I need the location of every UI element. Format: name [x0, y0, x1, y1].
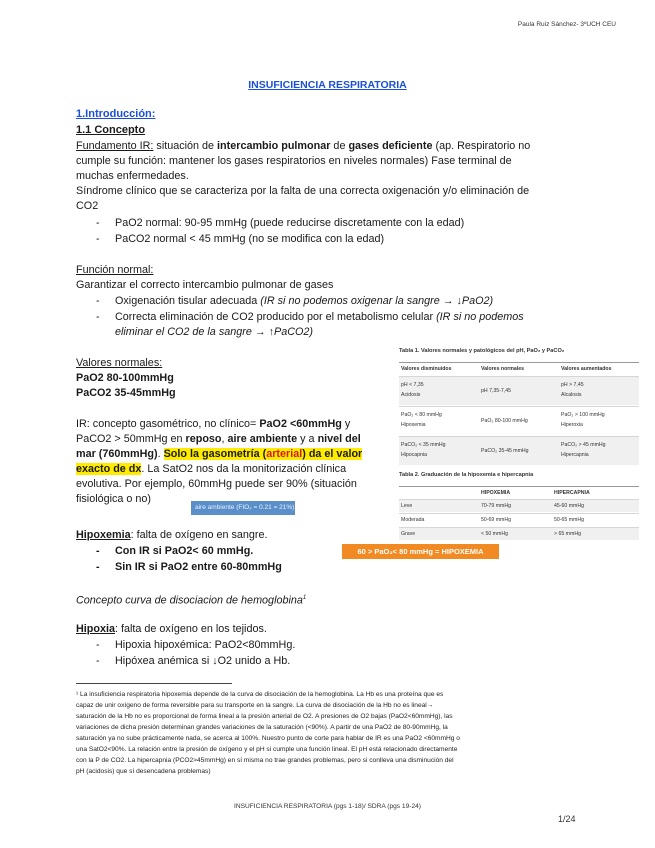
table-cell: Moderada — [401, 517, 425, 523]
ir-highlight-red: arterial — [266, 448, 303, 460]
list-item-con-ir: - Con IR si PaO2< 60 mmHg. — [96, 545, 254, 557]
sindrome-line-1: Síndrome clínico que se caracteriza por la falta de una correcta oxigenación y/o eliminación de — [76, 185, 530, 197]
page-title: INSUFICIENCIA RESPIRATORIA — [248, 79, 407, 91]
table-cell: PaO₂ < 80 mmHg — [401, 412, 442, 418]
hipoxia-line — [76, 622, 576, 637]
table-cell: PaCO₂ < 35 mmHg — [401, 442, 446, 448]
footnote-line: una SatO2<90%. La relación entre la presión de oxígeno y el pH si cumple una función lineal. El pH está relacionado directamente — [76, 746, 458, 753]
sindrome-line-2: CO2 — [76, 200, 99, 212]
ir-highlight-text: ) da el valor — [302, 448, 363, 460]
list-item-hipoxia-hipoxemica: - Hipoxia hipoxémica: PaO2<80mmHg. — [96, 639, 296, 651]
fundamento-line-3: muchas enfermedades. — [76, 170, 189, 182]
table-cell: Hipocapnia — [401, 452, 427, 458]
subsection-heading-concepto: 1.1 Concepto — [76, 124, 146, 136]
valores-normales-label: Valores normales: — [76, 357, 163, 369]
footnote-line: pH (acidosis) que sí desencadena problemas) — [76, 768, 211, 775]
footnote-line: capaz de unir oxígeno de forma reversible para su transporte en la sangre. La curva de disociación de la Hb no es lineal→ — [76, 702, 434, 709]
footnote-ref: 1 — [302, 595, 307, 601]
ir-text: . — [157, 448, 164, 460]
list-item-text: PaCO2 normal < 45 mmHg (no se modifica con la edad) — [115, 233, 385, 245]
list-item-text: Oxigenación tisular adecuada — [115, 295, 261, 307]
list-item-oxigenacion: - Oxigenación tisular adecuada (IR si no podemos oxigenar la sangre → ↓PaO2) — [96, 295, 494, 307]
fundamento-bold-intercambio: intercambio pulmonar — [217, 140, 331, 152]
funcion-normal-block — [76, 263, 576, 293]
list-item-sin-ir: - Sin IR si PaO2 entre 60-80mmHg — [96, 561, 282, 573]
table-cell: 45-60 mmHg — [554, 503, 584, 509]
ir-highlight — [164, 448, 363, 460]
table-cell: PaCO₂ 35-45 mmHg — [481, 448, 529, 454]
table-header-cell: Valores normales — [481, 366, 524, 372]
sindrome-paragraph — [76, 184, 576, 214]
ir-bold: mar (760mmHg) — [76, 448, 158, 460]
ir-highlight-dx: exacto de dx — [76, 463, 142, 475]
table-header-cell: HIPERCAPNIA — [554, 490, 590, 496]
table-row — [399, 513, 639, 526]
table-header-cell: Valores disminuidos — [401, 366, 452, 372]
footnote-divider — [76, 683, 232, 684]
table-row — [399, 486, 639, 498]
table-cell: pH < 7,35 — [401, 382, 424, 388]
page-number: 1/24 — [558, 814, 576, 824]
table-cell: Grave — [401, 531, 416, 537]
table-cell: Alcalosis — [561, 392, 582, 398]
list-item-text: Con IR si PaO2< 60 mmHg. — [115, 545, 254, 557]
curva-text: Concepto curva de disociacion de hemoglobina — [76, 594, 303, 607]
list-item-hipoxea-anemica: - Hipóxea anémica si ↓O2 unido a Hb. — [96, 655, 291, 667]
list-item-eliminacion: - Correcta eliminación de CO2 producido por el metabolismo celular (IR si no podemos — [96, 311, 524, 323]
aire-ambiente-badge: aire ambiente (FIO₂ = 0.21 = 21%) — [191, 501, 295, 515]
ir-highlight-text: Solo la gasometría ( — [163, 448, 267, 460]
hipoxemia-label: Hipoxemia — [76, 529, 131, 541]
hipoxemia-badge: 60 > PaO₂< 80 mmHg = HIPOXEMIA — [342, 544, 499, 559]
list-item-paco2: - PaCO2 normal < 45 mmHg (no se modifica con la edad) — [96, 233, 385, 245]
table-cell: < 50 mmHg — [481, 531, 508, 537]
ir-bold: aire ambiente — [227, 433, 298, 445]
table-header-cell: HIPOXEMIA — [481, 490, 511, 496]
fundamento-text: de — [330, 140, 349, 152]
table-row — [399, 436, 639, 465]
table-row — [399, 362, 639, 375]
footnote-line: saturación de la Hb no es proporcional de forma lineal a la presión arterial de O2. A presiones de O2 bajas (PaO2<60mmHg), las — [76, 713, 453, 720]
list-item-text: PaO2 normal: 90-95 mmHg (puede reducirse discretamente con la edad) — [115, 217, 465, 229]
list-item-text: Sin IR si PaO2 entre 60-80mmHg — [115, 561, 282, 573]
list-item-note: (IR si no podemos — [436, 311, 524, 323]
list-item-text: Hipóxea anémica si ↓O2 unido a Hb. — [115, 655, 291, 667]
curva-heading — [76, 591, 576, 609]
ir-line-6: fisiológica o no) — [76, 493, 152, 505]
table-row — [399, 406, 639, 435]
page-footer: INSUFICIENCIA RESPIRATORIA (pgs 1-18)/ SDRA (pgs 19-24) — [233, 803, 421, 810]
table-cell: Hiperoxia — [561, 422, 583, 428]
ir-text: IR: concepto gasométrico, no clínico= — [76, 418, 260, 430]
ir-text: . La SatO2 nos da la monitorización clínica — [141, 463, 347, 475]
footnote-line: ¹ La insuficiencia respiratoria hipoxemia depende de la curva de disociación de la hemoglobina. La Hb es una proteína que es — [76, 691, 444, 698]
funcion-normal-line: Garantizar el correcto intercambio pulmonar de gases — [76, 279, 334, 291]
ir-text: y a — [297, 433, 318, 445]
list-item-text: Correcta eliminación de CO2 producido por el metabolismo celular — [115, 311, 437, 323]
table-cell: Leve — [401, 503, 413, 509]
valor-pao2: PaO2 80-100mmHg — [76, 372, 174, 384]
ir-paragraph — [76, 417, 396, 507]
section-heading-introduccion: 1.Introducción: — [76, 108, 156, 120]
table-1 — [399, 348, 639, 468]
table-row — [399, 499, 639, 512]
fundamento-line-2: cumple su función: mantener los gases respiratorios en niveles normales) Fase terminal de — [76, 155, 512, 167]
footnote-line: saturación ya no sube prácticamente nada, se acerca al 100%. Nuestro punto de corte para hablar de IR es una PaO2 <60mmHg o — [76, 735, 460, 742]
hipoxia-label: Hipoxia — [76, 623, 115, 635]
fundamento-bold-gases: gases deficiente — [348, 140, 433, 152]
footnote-line: variaciones de dicha presión determinan grandes variaciones de la saturación (<90%). A partir de una PaO2 de 80-90mmHg, la — [76, 724, 448, 731]
table-cell: PaO₂ > 100 mmHg — [561, 412, 605, 418]
table-header-cell: Valores aumentados — [561, 366, 612, 372]
table-cell: 70-79 mmHg — [481, 503, 511, 509]
table-cell: pH > 7,45 — [561, 382, 584, 388]
table-cell: Hipoxemia — [401, 422, 426, 428]
ir-text: y — [341, 418, 351, 430]
ir-bold: nivel del — [317, 433, 361, 445]
funcion-normal-label: Función normal: — [76, 264, 154, 276]
list-item-note: (IR si no podemos oxigenar la sangre → ↓PaO2) — [260, 295, 494, 307]
ir-text: , — [221, 433, 228, 445]
hipoxemia-text: : falta de oxígeno en sangre. — [130, 529, 268, 541]
table-cell: 50-65 mmHg — [554, 517, 584, 523]
table-2-caption: Tabla 2. Graduación de la hipoxemia e hipercapnia — [399, 472, 534, 478]
table-cell: Acidosis — [401, 392, 421, 398]
ir-bold: PaO2 <60mmHg — [259, 418, 342, 430]
table-cell: > 65 mmHg — [554, 531, 581, 537]
fundamento-label: Fundamento IR: — [76, 140, 154, 152]
table-cell: Hipercapnia — [561, 452, 589, 458]
hipoxia-text: : falta de oxígeno en los tejidos. — [115, 623, 267, 635]
table-cell: 50-69 mmHg — [481, 517, 511, 523]
list-item-text: Hipoxia hipoxémica: PaO2<80mmHg. — [115, 639, 296, 651]
table-cell: PaCO₂ > 45 mmHg — [561, 442, 606, 448]
fundamento-paragraph — [76, 139, 576, 184]
ir-text: PaCO2 > 50mmHg en — [76, 433, 186, 445]
table-cell: pH 7,35-7,45 — [481, 388, 511, 394]
list-item-eliminacion-cont: eliminar el CO2 de la sangre → ↑PaCO2) — [115, 326, 314, 338]
table-row — [399, 376, 639, 405]
footnote — [76, 689, 576, 777]
ir-bold: reposo — [185, 433, 222, 445]
fundamento-text: situación de — [153, 140, 218, 152]
ir-line-5: evolutiva. Por ejemplo, 60mmHg puede ser 90% (situación — [76, 478, 357, 490]
valor-paco2: PaCO2 35-45mmHg — [76, 387, 176, 399]
footnote-line: con la P de CO2. La hipercapnia (PCO2>45mmHg) en sí misma no trae grandes problemas, pero si conlleva una disminución del — [76, 757, 454, 764]
valores-normales-block — [76, 356, 336, 401]
hipoxemia-line — [76, 528, 576, 543]
list-item-pao2: - PaO2 normal: 90-95 mmHg (puede reducirse discretamente con la edad) — [96, 217, 465, 229]
table-cell: PaO₂ 80-100 mmHg — [481, 418, 528, 424]
table-1-caption: Tabla 1. Valores normales y patológicos del pH, PaO₂ y PaCO₂ — [399, 348, 565, 354]
page-header: Paula Ruiz Sánchez- 3ºUCH CEU — [517, 21, 616, 28]
fundamento-text: (ap. Respiratorio no — [432, 140, 531, 152]
